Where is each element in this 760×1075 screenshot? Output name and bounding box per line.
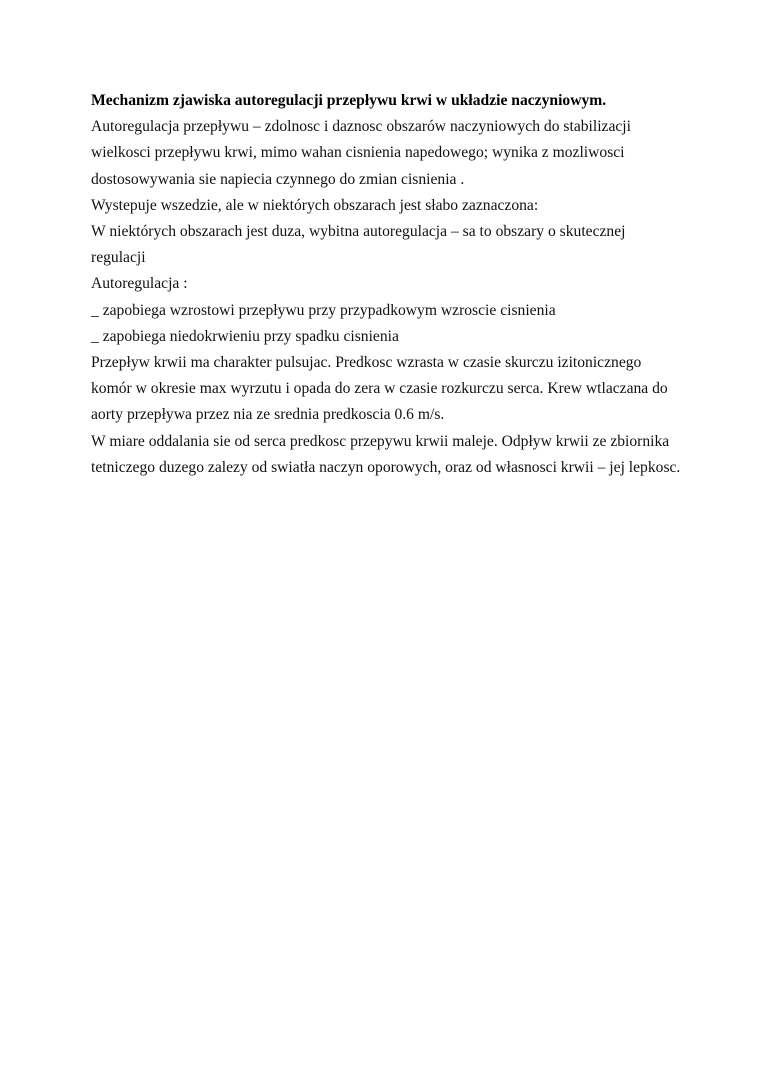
text-line: aorty przepływa przez nia ze srednia predkoscia 0.6 m/s. — [91, 406, 445, 424]
text-line: regulacji — [91, 249, 146, 267]
list-item: _ zapobiega niedokrwieniu przy spadku cisnienia — [91, 327, 399, 345]
text-line: dostosowywania sie napiecia czynnego do zmian cisnienia . — [91, 170, 465, 188]
text-line: tetniczego duzego zalezy od swiatła naczyn oporowych, oraz od własnosci krwii – jej lepkosc. — [91, 458, 681, 476]
text-line: Wystepuje wszedzie, ale w niektórych obszarach jest słabo zaznaczona: — [91, 196, 539, 214]
text-line: W miare oddalania sie od serca predkosc przepywu krwii maleje. Odpływ krwii ze zbiornika — [91, 432, 670, 450]
list-item: _ zapobiega wzrostowi przepływu przy przypadkowym wzroscie cisnienia — [91, 301, 556, 319]
document-title: Mechanizm zjawiska autoregulacji przepływu krwi w układzie naczyniowym. — [91, 92, 607, 109]
text-line: komór w okresie max wyrzutu i opada do zera w czasie rozkurczu serca. Krew wtlaczana do — [91, 380, 668, 398]
text-line: Autoregulacja przepływu – zdolnosc i daznosc obszarów naczyniowych do stabilizacji — [91, 118, 631, 136]
text-line: Autoregulacja : — [91, 275, 188, 293]
text-line: wielkosci przepływu krwi, mimo wahan cisnienia napedowego; wynika z mozliwosci — [91, 144, 625, 162]
text-line: W niektórych obszarach jest duza, wybitna autoregulacja – sa to obszary o skutecznej — [91, 223, 626, 241]
document-body — [91, 88, 691, 481]
text-line: Przepływ krwii ma charakter pulsujac. Predkosc wzrasta w czasie skurczu izitonicznego — [91, 354, 642, 372]
